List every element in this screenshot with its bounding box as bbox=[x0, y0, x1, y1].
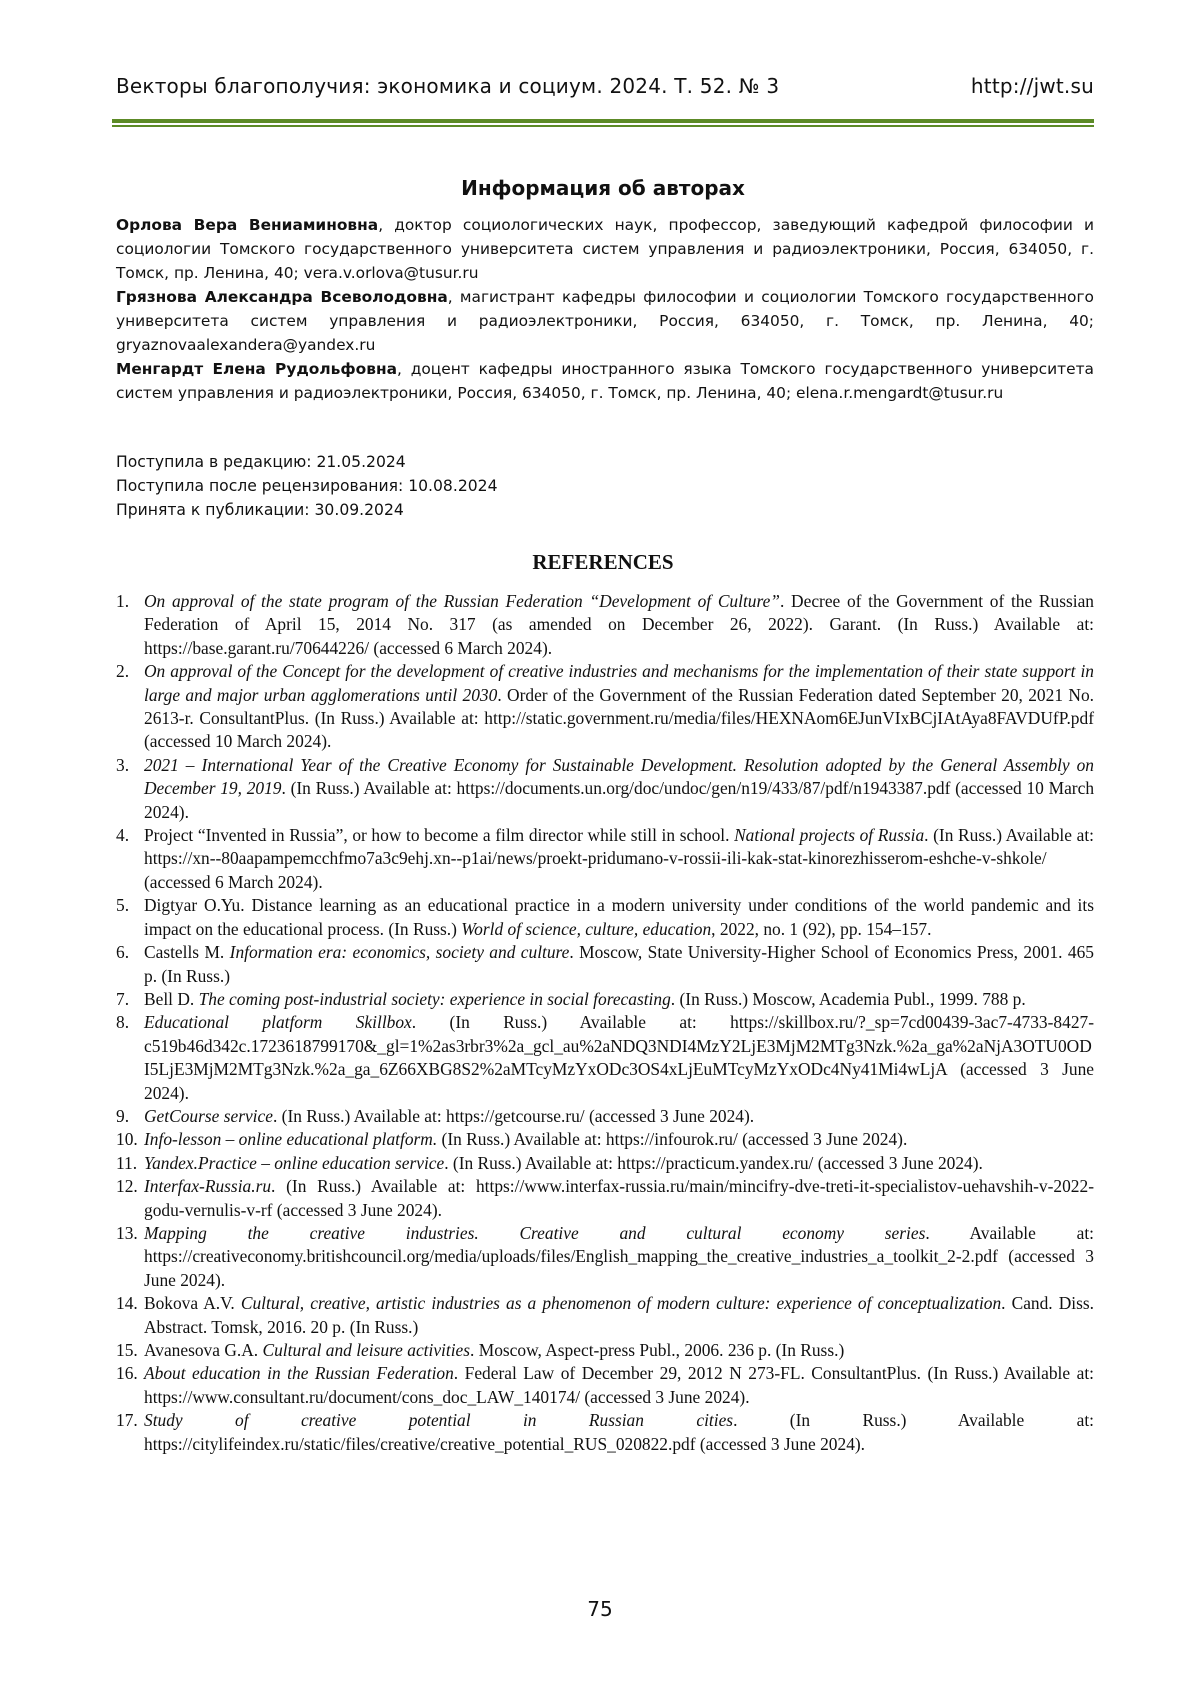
authors-list bbox=[116, 213, 1094, 405]
references-list bbox=[116, 590, 1094, 1456]
reference-text bbox=[144, 1153, 983, 1173]
page-number: 75 bbox=[587, 1597, 613, 1621]
reference-item bbox=[116, 1362, 1094, 1409]
reference-number: 17. bbox=[116, 1410, 138, 1431]
reference-title: On approval of the state program of the Russian Federation “Development of Culture” bbox=[144, 591, 780, 611]
author-entry bbox=[116, 285, 1094, 357]
reference-text-plain: (In Russ.) Available at: https://infourok.ru/ (accessed 3 June 2024). bbox=[437, 1129, 908, 1150]
reference-text-plain: . (In Russ.) Available at: https://practicum.yandex.ru/ (accessed 3 June 2024). bbox=[444, 1152, 983, 1173]
reference-title: Interfax-Russia.ru bbox=[144, 1176, 272, 1197]
reference-item bbox=[116, 1128, 1094, 1151]
reference-number: 15. bbox=[116, 1340, 138, 1360]
author-details: , доцент кафедры иностранного языка Томского государственного университета систем управления и радиоэлектроники, Россия, 634050, г. Томск, пр. Ленина, 40; elena.r.mengardt@tusur.ru bbox=[116, 360, 1094, 402]
reference-number: 12. bbox=[116, 1176, 138, 1197]
reference-text-plain: Bokova A.V. bbox=[144, 1293, 241, 1314]
reference-text bbox=[144, 1410, 1094, 1453]
reference-item bbox=[116, 1339, 1094, 1362]
reference-number: 14. bbox=[116, 1293, 138, 1314]
reference-text bbox=[144, 989, 1026, 1009]
reference-text bbox=[144, 1176, 1094, 1219]
reference-text-plain: . (In Russ.) Available at: https://skillbox.ru/?_sp=7cd00439-3ac7-4733-8427-c519b46d342c.1723618799170&_gl=1%2as3rbr3%2a_gcl_au%2aNDQ3NDI4MzY2LjE3MjM2MTg3Nzk.%2a_ga%2aNjA3OTU0ODI5LjE3MjM2MTg3Nzk.%2a_ga_6Z66XBG8S2%2aMTcyMzYxODc3OS4xLjEuMTcyMzYxODc4Ny41Mi4wLjA (accessed 3 June 2024). bbox=[144, 1012, 1094, 1103]
reference-text bbox=[144, 825, 1094, 892]
reference-text-plain: . Federal Law of December 29, 2012 N 273-FL. ConsultantPlus. (In Russ.) Available at: https://www.consultant.ru/document/cons_doc_LAW_140174/ (accessed 3 June 2024). bbox=[144, 1363, 1094, 1407]
reference-text-plain: . Available at: https://creativeconomy.britishcouncil.org/media/uploads/files/English_mapping_the_creative_industries_a_toolkit_2-2.pdf (accessed 3 June 2024). bbox=[144, 1222, 1094, 1290]
reference-text-plain: . Decree of the Government of the Russian Federation of April 15, 2014 No. 317 (as amended on December 26, 2022). Garant. (In Russ.) Available at: https://base.garant.ru/70644226/ (accessed 6 March 2024). bbox=[144, 591, 1094, 658]
reference-item bbox=[116, 824, 1094, 894]
reference-title: Cultural, creative, artistic industries as a phenomenon of modern culture: experience of conceptualization bbox=[240, 1293, 1002, 1314]
reference-number: 13. bbox=[116, 1222, 138, 1243]
reference-title: Information era: economics, society and culture bbox=[229, 942, 570, 963]
date-accepted: Принята к публикации: 30.09.2024 bbox=[116, 501, 404, 519]
author-details: , магистрант кафедры философии и социологии Томского государственного университета систем управления и радиоэлектроники, Россия, 634050, г. Томск, пр. Ленина, 40; gryaznovaalexandera@yandex.ru bbox=[116, 288, 1094, 354]
reference-text-plain: , 2022, no. 1 (92), pp. 154–157. bbox=[711, 918, 932, 939]
reference-title: The coming post-industrial society: experience in social forecasting bbox=[198, 988, 671, 1009]
reference-number: 5. bbox=[116, 895, 130, 916]
reference-title: Info-lesson – online educational platform. bbox=[144, 1129, 438, 1150]
reference-text-plain: . (In Russ.) Available at: https://xn--80aapampemcchfmo7a3c9ehj.xn--p1ai/news/proekt-pridumano-v-rossii-ili-kak-stat-kinorezhisserom-eshche-v-shkole/ (accessed 6 March 2024). bbox=[144, 825, 1094, 892]
reference-number: 9. bbox=[116, 1105, 130, 1126]
reference-text-plain: . (In Russ.) Available at: https://documents.un.org/doc/undoc/gen/n19/433/87/pdf/n1943387.pdf (accessed 10 March 2024). bbox=[144, 778, 1095, 822]
reference-text bbox=[144, 1293, 1094, 1336]
reference-text-plain: . Moscow, State University-Higher School of Economics Press, 2001. 465 p. (In Russ.) bbox=[144, 942, 1094, 986]
reference-text-plain: Digtyar O.Yu. Distance learning as an educational practice in a modern university under conditions of the world pandemic and its impact on the educational process. (In Russ.) bbox=[144, 895, 1094, 939]
journal-url[interactable]: http://jwt.su bbox=[970, 74, 1094, 98]
reference-number: 8. bbox=[116, 1012, 130, 1033]
reference-title: GetCourse service bbox=[144, 1105, 273, 1126]
reference-title: About education in the Russian Federation bbox=[144, 1363, 454, 1384]
reference-number: 3. bbox=[116, 754, 130, 775]
reference-title: Yandex.Practice – online education service bbox=[144, 1152, 445, 1173]
reference-text-plain: Project “Invented in Russia”, or how to become a film director while still in school. bbox=[144, 825, 735, 846]
reference-number: 16. bbox=[116, 1363, 138, 1384]
author-details: , доктор социологических наук, профессор, заведующий кафедрой философии и социологии Томского государственного университета систем управления и радиоэлектроники, Россия, 634050, г. Томск, пр. Ленина, 40; vera.v.orlova@tusur.ru bbox=[116, 216, 1094, 282]
author-entry bbox=[116, 213, 1094, 285]
reference-item bbox=[116, 1175, 1094, 1222]
reference-item bbox=[116, 590, 1094, 660]
reference-text bbox=[144, 1129, 907, 1149]
reference-item bbox=[116, 1222, 1094, 1292]
reference-title: On approval of the Concept for the development of creative industries and mechanisms for the implementation of their state support in large and major urban agglomerations until 2030 bbox=[144, 661, 1094, 705]
reference-item bbox=[116, 1152, 1094, 1175]
reference-text bbox=[144, 1363, 1094, 1406]
author-name: Менгардт Елена Рудольфовна bbox=[116, 360, 397, 378]
reference-text bbox=[144, 942, 1094, 985]
reference-text-plain: Bell D. bbox=[144, 988, 199, 1009]
reference-text bbox=[144, 895, 1094, 938]
reference-text-plain: . (In Russ.) Available at: https://getcourse.ru/ (accessed 3 June 2024). bbox=[272, 1105, 755, 1126]
reference-item bbox=[116, 1409, 1094, 1456]
reference-number: 1. bbox=[116, 591, 130, 611]
reference-text bbox=[144, 1223, 1094, 1290]
header-rule-thin bbox=[112, 125, 1094, 127]
reference-item bbox=[116, 894, 1094, 941]
header-rule-thick bbox=[112, 119, 1094, 123]
reference-text-plain: . (In Russ.) Available at: https://citylifeindex.ru/static/files/creative/creative_potential_RUS_020822.pdf (accessed 3 June 2024). bbox=[144, 1410, 1094, 1454]
reference-text-plain: Castells M. bbox=[144, 942, 230, 963]
references-heading: REFERENCES bbox=[532, 550, 674, 574]
date-received: Поступила в редакцию: 21.05.2024 bbox=[116, 453, 406, 471]
reference-item bbox=[116, 1105, 1094, 1128]
reference-item bbox=[116, 1011, 1094, 1105]
reference-text bbox=[144, 1340, 844, 1360]
reference-text-plain: . Cand. Diss. Abstract. Tomsk, 2016. 20 p. (In Russ.) bbox=[144, 1293, 1094, 1337]
journal-title: Векторы благополучия: экономика и социум. 2024. Т. 52. № 3 bbox=[116, 74, 780, 98]
reference-number: 6. bbox=[116, 942, 130, 963]
reference-item bbox=[116, 754, 1094, 824]
reference-text bbox=[144, 591, 1094, 658]
reference-text bbox=[144, 755, 1094, 822]
reference-item bbox=[116, 660, 1094, 754]
reference-text-plain: . Moscow, Aspect-press Publ., 2006. 236 p. (In Russ.) bbox=[470, 1340, 845, 1360]
date-reviewed: Поступила после рецензирования: 10.08.2024 bbox=[116, 477, 498, 495]
reference-number: 11. bbox=[116, 1152, 138, 1173]
reference-item bbox=[116, 988, 1094, 1011]
author-name: Орлова Вера Вениаминовна bbox=[116, 216, 379, 234]
reference-item bbox=[116, 1292, 1094, 1339]
author-name: Грязнова Александра Всеволодовна bbox=[116, 288, 448, 306]
reference-number: 2. bbox=[116, 661, 130, 682]
reference-text bbox=[144, 1012, 1094, 1102]
reference-title: Educational platform Skillbox bbox=[144, 1012, 412, 1033]
running-header bbox=[116, 74, 1094, 98]
reference-text-plain: Avanesova G.A. bbox=[144, 1340, 263, 1360]
reference-text bbox=[144, 661, 1094, 751]
reference-item bbox=[116, 941, 1094, 988]
reference-title: Mapping the creative industries. Creative and cultural economy series bbox=[144, 1222, 926, 1243]
author-entry bbox=[116, 357, 1094, 405]
reference-title: Study of creative potential in Russian cities bbox=[144, 1410, 734, 1431]
reference-text-plain: . Order of the Government of the Russian Federation dated September 20, 2021 No. 2613-r. ConsultantPlus. (In Russ.) Available at: http://static.government.ru/media/files/HEXNAom6EJunVIxBCjIAtAya8FAVDUfP.pdf (accessed 10 March 2024). bbox=[144, 684, 1094, 752]
reference-title: Cultural and leisure activities bbox=[262, 1340, 471, 1360]
reference-number: 4. bbox=[116, 825, 130, 846]
reference-title: National projects of Russia bbox=[734, 825, 925, 846]
reference-text-plain: . (In Russ.) Available at: https://www.interfax-russia.ru/main/mincifry-dve-treti-it-specialistov-uehavshih-v-2022-godu-vernulis-v-rf (accessed 3 June 2024). bbox=[144, 1176, 1094, 1220]
reference-text-plain: . (In Russ.) Moscow, Academia Publ., 1999. 788 p. bbox=[670, 988, 1026, 1009]
reference-text bbox=[144, 1106, 754, 1126]
publication-dates bbox=[116, 450, 1094, 522]
authors-heading: Информация об авторах bbox=[461, 176, 745, 200]
reference-number: 10. bbox=[116, 1129, 138, 1150]
reference-number: 7. bbox=[116, 988, 130, 1009]
reference-title: 2021 – International Year of the Creative Economy for Sustainable Development. Resolution adopted by the General Assembly on December 19, 2019 bbox=[144, 754, 1094, 799]
reference-title: World of science, culture, education bbox=[461, 918, 712, 939]
